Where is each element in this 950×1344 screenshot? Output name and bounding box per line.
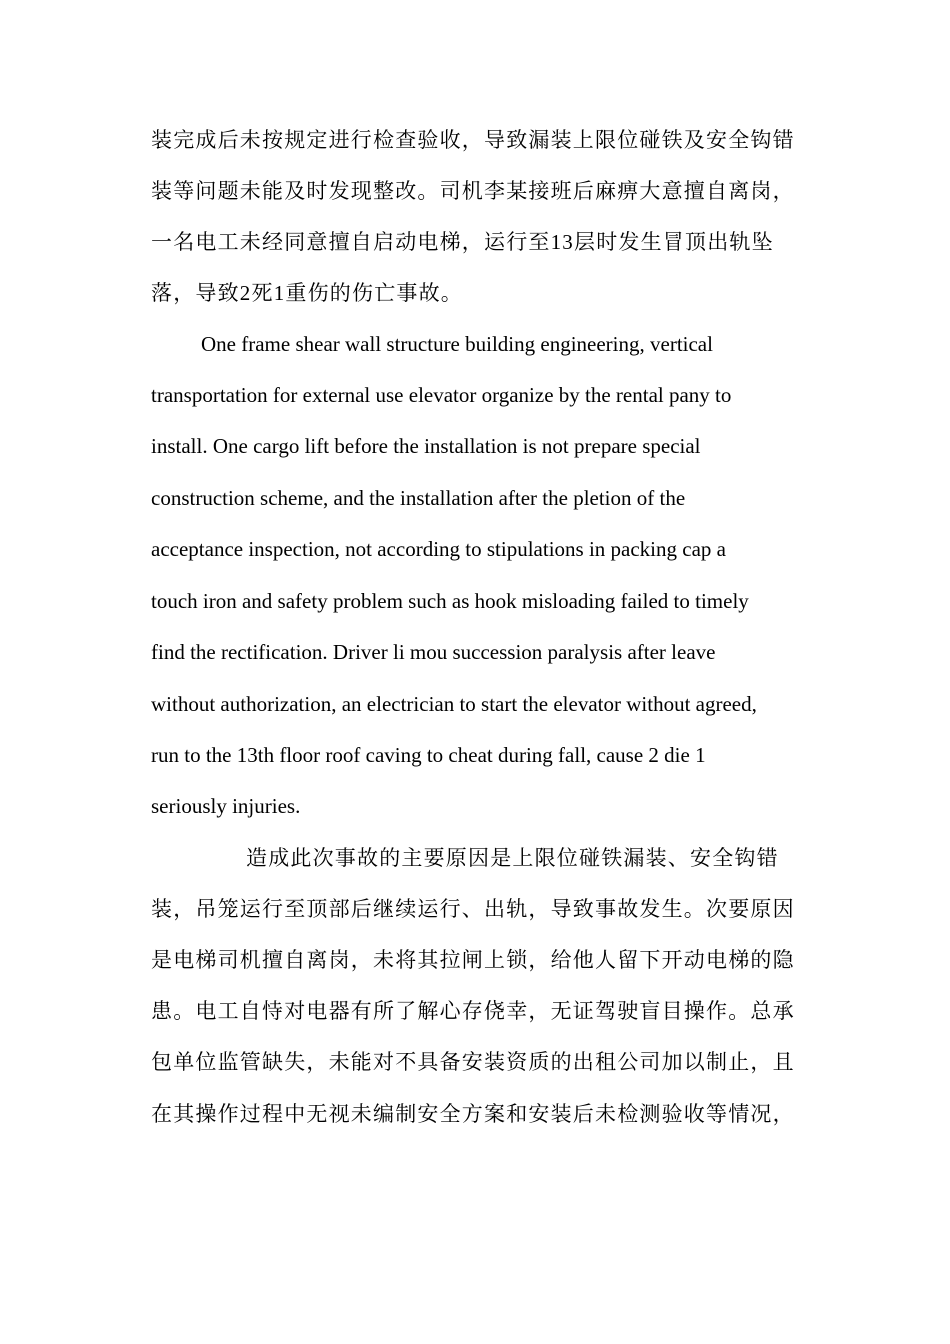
text-line: acceptance inspection, not according to stipulations in packing cap a — [151, 537, 726, 561]
text-line: 落，导致2死1重伤的伤亡事故。 — [151, 281, 463, 305]
text-line: 患。电工自恃对电器有所了解心存侥幸，无证驾驶盲目操作。总承 — [151, 999, 795, 1023]
text-line: install. One cargo lift before the installation is not prepare special — [151, 434, 701, 458]
text-line: construction scheme, and the installation after the pletion of the — [151, 486, 686, 510]
text-line: One frame shear wall structure building engineering, vertical — [201, 332, 713, 356]
text-line: 装等问题未能及时发现整改。司机李某接班后麻痹大意擅自离岗， — [151, 179, 795, 203]
text-line: without authorization, an electrician to start the elevator without agreed, — [151, 692, 757, 716]
text-line: 一名电工未经同意擅自启动电梯，运行至13层时发生冒顶出轨坠 — [151, 230, 774, 254]
text-line: run to the 13th floor roof caving to cheat during fall, cause 2 die 1 — [151, 743, 706, 767]
text-line: 是电梯司机擅自离岗，未将其拉闸上锁，给他人留下开动电梯的隐 — [151, 948, 795, 972]
text-line: 造成此次事故的主要原因是上限位碰铁漏装、安全钩错 — [246, 846, 779, 870]
text-line: 包单位监管缺失，未能对不具备安装资质的出租公司加以制止，且 — [151, 1050, 795, 1074]
text-line: 装完成后未按规定进行检查验收，导致漏装上限位碰铁及安全钩错 — [151, 128, 795, 152]
text-line: touch iron and safety problem such as hook misloading failed to timely — [151, 589, 749, 613]
text-line: seriously injuries. — [151, 794, 301, 818]
text-line: find the rectification. Driver li mou succession paralysis after leave — [151, 640, 716, 664]
text-line: 在其操作过程中无视未编制安全方案和安装后未检测验收等情况， — [151, 1102, 795, 1126]
text-line: transportation for external use elevator organize by the rental pany to — [151, 383, 732, 407]
text-line: 装，吊笼运行至顶部后继续运行、出轨，导致事故发生。次要原因 — [151, 897, 795, 921]
